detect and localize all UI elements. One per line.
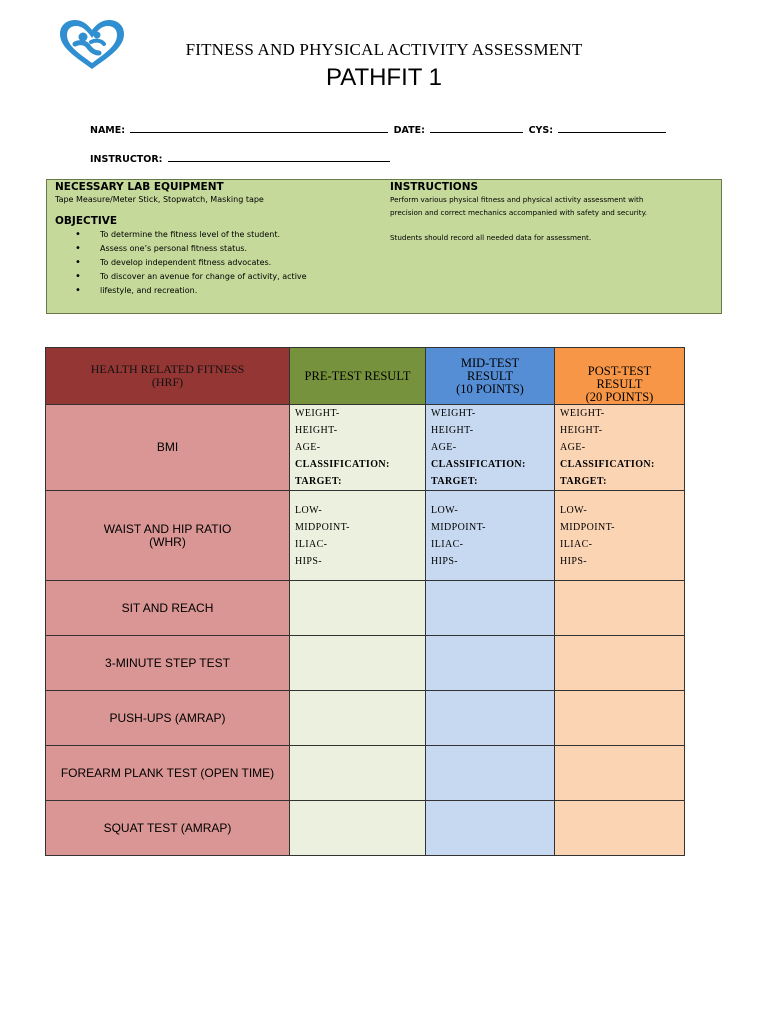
objective-title: OBJECTIVE: [55, 215, 118, 227]
row-label-bmi: BMI: [46, 405, 290, 491]
table-row: [46, 691, 685, 746]
instructions-line: Students should record all needed data for assessment.: [390, 233, 592, 242]
mid-test-cell[interactable]: [426, 581, 555, 636]
objective-item-continuation: • lifestyle, and recreation.: [55, 284, 385, 298]
post-test-whr-cell[interactable]: LOW- MIDPOINT- ILIAC- HIPS-: [555, 491, 685, 581]
name-label: NAME:: [90, 125, 126, 136]
mid-test-cell[interactable]: [426, 801, 555, 856]
equipment-title: NECESSARY LAB EQUIPMENT: [55, 181, 224, 193]
row-label-sit-and-reach: SIT AND REACH: [46, 581, 290, 636]
header-hrf: HEALTH RELATED FITNESS (HRF): [46, 348, 290, 405]
cys-field[interactable]: [558, 123, 666, 133]
mid-test-cell[interactable]: [426, 691, 555, 746]
row-label-step-test: 3-MINUTE STEP TEST: [46, 636, 290, 691]
instructions-line: Perform various physical fitness and physical activity assessment with: [390, 195, 644, 204]
student-fields-row: [90, 123, 668, 136]
objective-item: • To discover an avenue for change of activity, active: [55, 270, 385, 284]
header-post-test: POST-TEST RESULT (20 POINTS): [555, 348, 685, 405]
post-test-cell[interactable]: [555, 581, 685, 636]
objective-list: [55, 228, 385, 298]
mid-test-cell[interactable]: [426, 636, 555, 691]
table-row-whr: [46, 491, 685, 581]
mid-test-cell[interactable]: [426, 746, 555, 801]
header-pre-test: PRE-TEST RESULT: [290, 348, 426, 405]
table-row: [46, 636, 685, 691]
cys-label: CYS:: [528, 125, 554, 136]
post-test-cell[interactable]: [555, 801, 685, 856]
post-test-cell[interactable]: [555, 746, 685, 801]
date-field[interactable]: [430, 123, 523, 133]
pre-test-cell[interactable]: [290, 581, 426, 636]
instructor-label: INSTRUCTOR:: [90, 154, 163, 165]
equipment-text: Tape Measure/Meter Stick, Stopwatch, Masking tape: [55, 195, 264, 204]
table-row: [46, 801, 685, 856]
table-header-row: [46, 348, 685, 405]
instructor-field[interactable]: [168, 152, 390, 162]
pre-test-bmi-cell[interactable]: WEIGHT- HEIGHT- AGE- CLASSIFICATION: TARGET:: [290, 405, 426, 491]
post-test-bmi-cell[interactable]: WEIGHT- HEIGHT- AGE- CLASSIFICATION: TARGET:: [555, 405, 685, 491]
assessment-table: [45, 347, 685, 856]
objective-item: • To determine the fitness level of the student.: [55, 228, 385, 242]
date-label: DATE:: [393, 125, 425, 136]
objective-item: • Assess one’s personal fitness status.: [55, 242, 385, 256]
row-label-whr: WAIST AND HIP RATIO (WHR): [46, 491, 290, 581]
mid-test-bmi-cell[interactable]: WEIGHT- HEIGHT- AGE- CLASSIFICATION: TARGET:: [426, 405, 555, 491]
objective-item: • To develop independent fitness advocates.: [55, 256, 385, 270]
header-mid-test: MID-TEST RESULT (10 POINTS): [426, 348, 555, 405]
pre-test-cell[interactable]: [290, 801, 426, 856]
post-test-cell[interactable]: [555, 636, 685, 691]
document-title: FITNESS AND PHYSICAL ACTIVITY ASSESSMENT: [185, 40, 583, 59]
row-label-forearm-plank: FOREARM PLANK TEST (OPEN TIME): [46, 746, 290, 801]
pre-test-cell[interactable]: [290, 636, 426, 691]
post-test-cell[interactable]: [555, 691, 685, 746]
instructions-title: INSTRUCTIONS: [390, 181, 479, 193]
info-box: [46, 179, 722, 314]
name-field[interactable]: [130, 123, 388, 133]
table-row: [46, 581, 685, 636]
instructions-line: precision and correct mechanics accompanied with safety and security.: [390, 208, 648, 217]
document-subtitle: PATHFIT 1: [325, 64, 442, 91]
instructions-section: [390, 181, 710, 244]
pre-test-cell[interactable]: [290, 746, 426, 801]
table-row: [46, 746, 685, 801]
row-label-push-ups: PUSH-UPS (AMRAP): [46, 691, 290, 746]
instructor-row: [90, 152, 392, 165]
pre-test-cell[interactable]: [290, 691, 426, 746]
equipment-objective-section: [55, 181, 385, 298]
row-label-squat-test: SQUAT TEST (AMRAP): [46, 801, 290, 856]
pre-test-whr-cell[interactable]: LOW- MIDPOINT- ILIAC- HIPS-: [290, 491, 426, 581]
table-row-bmi: [46, 405, 685, 491]
mid-test-whr-cell[interactable]: LOW- MIDPOINT- ILIAC- HIPS-: [426, 491, 555, 581]
